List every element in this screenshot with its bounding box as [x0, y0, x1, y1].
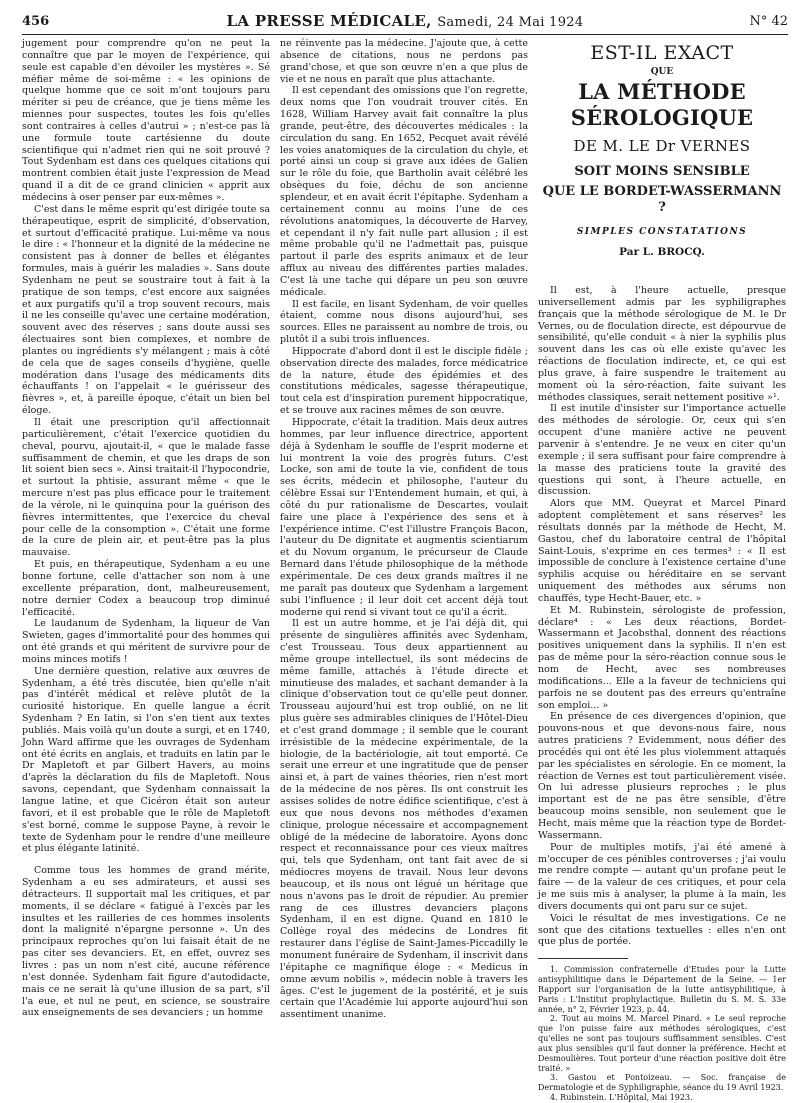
issue-date: Samedi, 24 Mai 1924	[437, 15, 584, 30]
paragraph: Il est inutile d'insister sur l'importance actuelle des méthodes de sérologie. Or, ceux qui s'en occupent d'une manière active ne peuvent parvenir à s'entendre. Je ne veux en citer qu'un exemple ; il sera suffisant pour faire comprendre à la masse des praticiens toute la gravité des questions qui sont, à l'heure actuelle, en discussion.	[538, 403, 786, 498]
title-line: LA MÉTHODE SÉROLOGIQUE	[570, 78, 754, 131]
column-middle	[280, 38, 528, 1021]
paragraph: C'est dans le même esprit qu'est dirigée toute sa thérapeutique, esprit de simplicité, d'observation, et surtout d'efficacité pratique. Lui-même va nous le dire : « l'honneur et la dignité de la médecine ne consistent pas à donner de belles et élégantes formules, mais à guérir les maladies ». Sans doute Sydenham ne peut se soustraire tout à fait à la pratique de son temps, c'est encore aux saignées et aux purgatifs qu'il a trop souvent recours, mais il ne les conseille qu'avec une certaine modération, souvent avec des réserves ; sans doute aussi ses électuaires sont bien complexes, et nombre de plantes ou ingrédients s'y mélangent ; mais à côté de cela que de sages conseils d'hygiène, quelle modération dans l'usage des médicaments dits échauffants ! on l'appelait « le guérisseur des fièvres », et, à pareille époque, c'était un bien bel éloge.	[22, 203, 270, 417]
paragraph: Pour de multiples motifs, j'ai été amené à m'occuper de ces pénibles controverses ; j'ai voulu me rendre compte — autant qu'un profane peut le faire — de la valeur de ces critiques, et pour cela je me suis mis à analyser, la plume à la main, les divers documents qui ont paru sur ce sujet.	[538, 841, 786, 912]
paragraph: Comme tous les hommes de grand mérite, Sydenham a eu ses admirateurs, et aussi ses détracteurs. Il supportait mal les critiques, et par moments, il se déclare « fatigué à l'excès par les insultes et les railleries de ces hommes insolents dont la malignité n'épargne personne ». Un des principaux reproches qu'on lui faisait était de ne pas citer ses devanciers. Et, en effet, ouvrez ses livres : pas un nom n'est cité, aucune référence n'est donnée. Sydenham fait figure d'autodidacte, mais ce ne serait là qu'une illusion de sa part, s'il l'a eue, et nul ne peut, en science, se soustraire aux enseignements de ses devanciers ; un homme	[22, 865, 270, 1019]
footnote: 4. Rubinstein. L'Hôpital, Mai 1923.	[550, 1093, 693, 1103]
paragraph: Hippocrate, c'était la tradition. Mais deux autres hommes, par leur influence directrice, apportent déjà à Sydenham le souffle de l'esprit moderne et lui montrent la voie des progrès futurs. C'est Locke, son ami de toute la vie, confident de tous ses écrits, médecin et philosophe, l'auteur du célèbre Essai sur l'Entendement humain, et qui, à côté du pur rationalisme de Descartes, voulait faire une place à l'expérience des sens et à l'expérience intime. C'est l'illustre François Bacon, l'auteur du De dignitate et augmentis scientiarum et du Novum organum, le précurseur de Claude Bernard dans l'étude philosophique de la méthode expérimentale. De ces deux grands maîtres il ne me paraît pas douteux que Sydenham a largement subi l'influence ; il leur doit cet accent déjà tout moderne qui rend si vivant tout ce qu'il a écrit.	[280, 417, 528, 618]
title-line: SOIT MOINS SENSIBLE	[574, 164, 750, 180]
paragraph: Et M. Rubinstein, sérologiste de profession, déclare⁴ : « Les deux réactions, Bordet-Wassermann et Jacobsthal, donnent des réactions positives uniquement dans la syphilis. Il n'en est pas de même pour la séro-réaction connue sous le nom de Hecht, avec ses nombreuses modifications... Elle a la faveur de techniciens qui parfois ne se doutent pas des erreurs qu'entraîne son emploi... »	[538, 604, 786, 711]
paragraph: Il est facile, en lisant Sydenham, de voir quelles étaient, comme nous disons aujourd'hui, ses sources. Elles ne paraissent au nombre de trois, ou plutôt il a subi trois influences.	[280, 298, 528, 346]
title-line: QUE	[650, 66, 674, 77]
paragraph: Hippocrate d'abord dont il est le disciple fidèle ; observation directe des malades, force médicatrice de la nature, étude des épidémies et des constitutions médicales, sagesse thérapeutique, tout cela est d'inspiration purement hippocratique, et se trouve aux racines mêmes de son œuvre.	[280, 345, 528, 417]
column-left	[22, 38, 270, 1019]
paragraph: Il est cependant des omissions que l'on regrette, deux noms que l'on voudrait trouver cités. En 1628, William Harvey avait fait connaître la plus grande, peut-être, des découvertes médicales : la circulation du sang. En 1652, Pecquet avait révélé les voies anatomiques de la circulation du chyle, et porté ainsi un coup si grave aux idées de Galien sur le rôle du foie, que Bartholin avait célébré les obsèques du foie, déchu de son ancienne splendeur, et en avait écrit l'épitaphe. Sydenham a certainement connu au moins l'une de ces révolutions anatomiques, la découverte de Harvey, et cependant il n'y fait nulle part allusion ; il est même probable qu'il ne l'admettait pas, puisque partout il parle des esprits animaux et de leur afflux au niveau des différentes parties malades. C'est là une tache qui dépare un peu son œuvre médicale.	[280, 85, 528, 298]
article-author: Par L. BROCQ.	[619, 245, 705, 258]
paragraph: Le laudanum de Sydenham, la liqueur de Van Swieten, gages d'immortalité pour des hommes qui ont été grands et qui méritent de survivre pour de moins minces motifs !	[22, 618, 270, 665]
article-subtitle: SIMPLES CONSTATATIONS	[576, 226, 748, 237]
paragraph: Et puis, en thérapeutique, Sydenham a eu une bonne fortune, celle d'attacher son nom à une excellente préparation, dont, malheureusement, notre dernier Codex a beaucoup trop diminué l'efficacité.	[22, 559, 270, 618]
footnote: 3. Gastou et Pontoizeau. — Soc. française de Dermatologie et de Syphiligraphie, séance du 19 Avril 1923.	[538, 1073, 786, 1093]
title-line: DE M. LE Dr VERNES	[573, 137, 751, 156]
issue-number: N° 42	[749, 14, 788, 29]
page-number: 456	[22, 14, 50, 29]
paragraph: Il est, à l'heure actuelle, presque universellement admis par les syphiligraphes français que la méthode sérologique de M. le Dr Vernes, ou de floculation directe, est dépourvue de sensibilité, qu'elle conduit « à nier la syphilis plus souvent dans les cas où elle existe qu'avec les réactions de floculation indirecte, et, ce qui est plus grave, à faire suspendre le traitement au moment où la séro-réaction, faite suivant les méthodes classiques, serait nettement positive »¹.	[538, 285, 786, 403]
footnote: 2. Tout au moins M. Marcel Pinard. « Le seul reproche que l'on puisse faire aux méthodes sérologiques, c'est qu'elles ne sont pas toujours suffisamment sensibles. C'est aux plus sensibles qu'il faut donner la préférence. Hecht et Desmoulières. Tout porteur d'une réaction positive doit être traité. »	[538, 1014, 786, 1073]
title-line: QUE LE BORDET-WASSERMANN ?	[542, 184, 782, 216]
footnote: 1. Commission confraternelle d'Etudes pour la Lutte antisyphilitique dans le Département de la Seine. — 1er Rapport sur l'organisation de la lutte antisyphilitique, à Paris : L'Institut prophylactique. Bulletin du S. M. S. 33e année, n° 2, Février 1923, p. 44.	[538, 965, 786, 1014]
paragraph: ne réinvente pas la médecine. J'ajoute que, à cette absence de citations, nous ne perdons pas grand'chose, et que son œuvre n'en a que plus de vie et ne nous en paraît que plus attachante.	[280, 38, 528, 85]
paragraph: Voici le résultat de mes investigations. Ce ne sont que des citations textuelles : elles n'en ont que plus de portée.	[538, 912, 786, 948]
paragraph: Il était une prescription qu'il affectionnait particulièrement, c'était l'exercice quotidien du cheval, pourvu, ajoutait-il, « que le malade fasse suffisamment de chemin, et que les draps de son lit soient bien secs ». Ainsi traitait-il l'hypocondrie, et surtout la phtisie, assurant même « que le mercure n'est pas plus efficace pour le traitement de la vérole, ni le quinquina pour la guérison des fièvres intermittentes, que l'exercice du cheval pour celle de la consomption ». C'était une forme de la cure de plein air, et peut-être pas la plus mauvaise.	[22, 417, 270, 559]
paragraph: Une dernière question, relative aux œuvres de Sydenham, a été très discutée, bien qu'elle n'ait pas d'intérêt médical et relève plutôt de la curiosité historique. En quelle langue a écrit Sydenham ? En latin, si l'on s'en tient aux textes publiés. Mais voilà qu'un doute a surgi, et en 1740, John Ward affirme que les ouvrages de Sydenham ont été écrits en anglais, et traduits en latin par le Dr Mapletoft et par Gilbert Havers, au moins d'après la déclaration du fils de Mapletoft. Nous savons, cependant, que Sydenham connaissait la langue latine, et que Cicéron était son auteur favori, et il est probable que le rôle de Mapletoft s'est borné, comme le suppose Payne, à revoir le texte de Sydenham pour le rendre d'une meilleure et plus élégante latinité.	[22, 665, 270, 855]
column-right	[538, 38, 786, 1103]
title-line: EST-IL EXACT	[590, 42, 734, 64]
paragraph: Alors que MM. Queyrat et Marcel Pinard adoptent complètement et sans réserves² les résultats donnés par la méthode de Hecht, M. Gastou, chef du laboratoire central de l'hôpital Saint-Louis, s'exprime en ces termes³ : « Il est impossible de conclure à l'existence certaine d'une syphilis acquise ou héréditaire en se servant uniquement des méthodes aux sérums non chauffés, type Hecht-Bauer, etc. »	[538, 498, 786, 604]
paragraph: Il est un autre homme, et je l'ai déjà dit, qui présente de singulières affinités avec Sydenham, c'est Trousseau. Tous deux appartiennent au même groupe intellectuel, ils sont médecins de même famille, attachés à l'étude directe et minutieuse des malades, et sachant demander à la clinique d'observation tout ce qu'elle peut donner. Trousseau aujourd'hui est trop oublié, on ne lit plus guère ses admirables cliniques de l'Hôtel-Dieu et c'est grand dommage ; il semble que le courant irrésistible de la médecine expérimentale, de la biologie, de la bactériologie, ait tout emporté. Ce serait une erreur et une ingratitude que de penser ainsi et, à part de vaines théories, rien n'est mort de la médecine de nos pères. Ils ont construit les assises solides de notre édifice scientifique, c'est à eux que nous devons nos méthodes d'examen clinique, prologue nécessaire et accompagnement obligé de la médecine de laboratoire. Ayons donc respect et reconnaissance pour ces vieux maîtres qui, tels que Sydenham, ont tant fait avec de si médiocres moyens de travail. Nous leur devons beaucoup, et ils nous ont légué un héritage que nous n'avons pas le droit de répudier. Au premier rang de ces illustres devanciers plaçons Sydenham, il en est digne. Quand en 1810 le Collège royal des médecins de Londres fit restaurer dans l'église de Saint-James-Piccadilly le monument funéraire de Sydenham, il inscrivit dans l'épitaphe ce magnifique éloge : « Medicus in omne ævum nobilis », médecin noble à travers les âges. C'est le jugement de la postérité, et je suis certain que l'Académie lui apporte aujourd'hui son assentiment unanime.	[280, 618, 528, 1021]
paragraph: En présence de ces divergences d'opinion, que pouvons-nous et que devons-nous faire, nous autres praticiens ? Evidemment, nous défier des procédés qui ont été les plus violemment attaqués par les spécialistes en sérologie. En ce moment, la réaction de Vernes est tout particulièrement visée. On lui adresse plusieurs reproches ; le plus important est de ne pas être sensible, d'être beaucoup moins sensible, non seulement que le Hecht, mais même que la réaction type de Bordet-Wassermann.	[538, 711, 786, 841]
page-header	[22, 10, 788, 35]
journal-title	[22, 12, 788, 30]
paragraph: jugement pour comprendre qu'on ne peut la connaître que par le moyen de l'expérience, qui seule est capable d'en dévoiler les mystères ». Sé méfier même de soi-même : « les opinions de quelque homme que ce soit m'ont toujours paru mériter si peu de créance, que je tiens même les miennes pour suspectes, toutes les fois qu'elles sont contraires à celles d'autrui » ; n'est-ce pas là une formule toute cartésienne du doute scientifique qui n'admet rien qui ne soit prouvé ? Tout Sydenham est dans ces quelques citations qui montrent combien était juste l'expression de Mead quand il a dit de ce grand clinicien « apprit aux médecins à oser penser par eux-mêmes ».	[22, 38, 270, 203]
footnote-divider	[538, 958, 628, 959]
article-title	[538, 42, 786, 259]
journal-name: LA PRESSE MÉDICALE,	[226, 12, 432, 30]
